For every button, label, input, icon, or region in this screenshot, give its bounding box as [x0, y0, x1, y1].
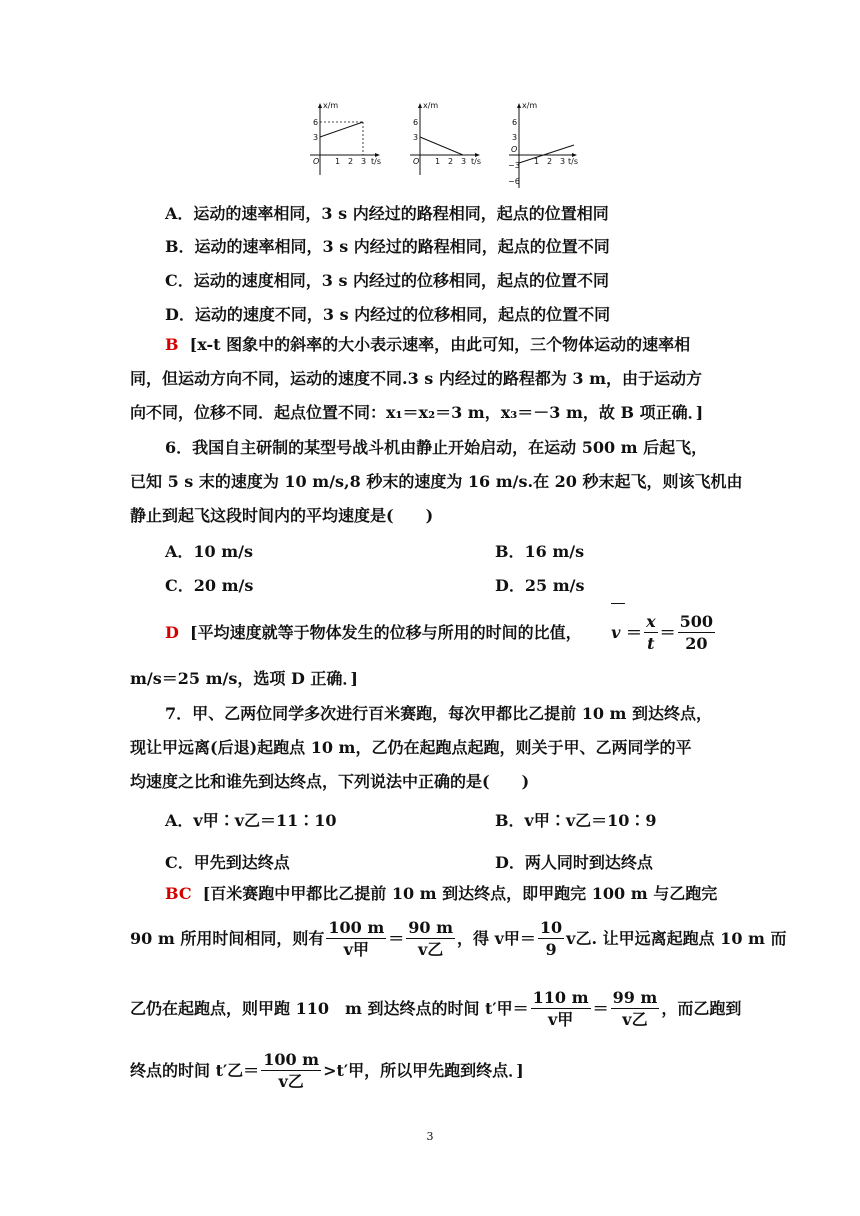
- q7-stem-line2: 现让甲远离(后退)起跑点 10 m，乙仍在起跑点起跑，则关于甲、乙两同学的平: [130, 738, 692, 757]
- q6-stem-line3: 静止到起飞这段时间内的平均速度是( ): [130, 506, 434, 525]
- q6-frac-500-over-20: $\frac{500}{20}$: [679, 612, 714, 653]
- graph-2-ytick-6: 6: [413, 118, 419, 127]
- q6-stem-line1: 6．我国自主研制的某型号战斗机由静止开始启动，在运动 500 m 后起飞，: [165, 438, 708, 457]
- q7-frac-100m-over-vjia: $\frac{100 m}{\text{v甲}}$: [328, 918, 385, 959]
- graph-1-ytick-3: 3: [313, 133, 319, 142]
- q6-option-b: B．16 m/s: [495, 542, 585, 561]
- graph-3: [502, 100, 582, 194]
- q7-option-b: B．v甲∶v乙＝10∶9: [495, 811, 657, 830]
- q7-explanation-line4: 终点的时间 t′乙＝ $\frac{100 m}{\text{v乙}}$ >t′甲，所以甲先跑到终点．]: [130, 1050, 524, 1091]
- graph-3-ytick-neg6: −6: [508, 177, 520, 186]
- q7-option-a: A．v甲∶v乙＝11∶10: [165, 811, 337, 830]
- q5-option-b: B．运动的速率相同，3 s 内经过的路程相同，起点的位置不同: [165, 237, 610, 256]
- q6-answer: D: [165, 623, 179, 642]
- graph-1: [305, 100, 385, 194]
- graph-3-xtick-1: 1: [534, 157, 540, 166]
- q7-option-c: C．甲先到达终点: [165, 853, 290, 872]
- graph-3-xtick-2: 2: [547, 157, 553, 166]
- graph-1-xlabel: t/s: [371, 157, 381, 166]
- graph-2-ylabel: x/m: [423, 101, 439, 110]
- q7-frac-110m-over-vjia: $\frac{110 m}{\text{v甲}}$: [532, 988, 589, 1029]
- q7-option-d: D．两人同时到达终点: [495, 853, 653, 872]
- q7-explanation-line1: [165, 883, 717, 905]
- graph-3-ytick-neg3: −3: [508, 161, 520, 170]
- graph-3-origin: O: [511, 145, 518, 154]
- graph-3-ytick-6: 6: [512, 118, 518, 127]
- q5-exp1: [x-t 图象中的斜率的大小表示速率，由此可知，三个物体运动的速率相: [189, 335, 691, 354]
- graph-1-xtick-3: 3: [361, 157, 367, 166]
- graph-1-xtick-1: 1: [335, 157, 341, 166]
- q7-exp1: [百米赛跑中甲都比乙提前 10 m 到达终点，即甲跑完 100 m 与乙跑完: [202, 884, 718, 903]
- graph-2-xtick-2: 2: [448, 157, 454, 166]
- q7-frac-100m-over-vyi: $\frac{100 m}{\text{v乙}}$: [263, 1050, 320, 1091]
- q6-exp1: [平均速度就等于物体发生的位移与所用的时间的比值，: [190, 623, 582, 642]
- q5-option-a: A．运动的速率相同，3 s 内经过的路程相同，起点的位置相同: [165, 204, 609, 223]
- q6-explanation-line1: [165, 612, 717, 655]
- q6-option-c: C．20 m/s: [165, 576, 254, 595]
- q6-option-d: D．25 m/s: [495, 576, 585, 595]
- q6-explanation-line2: m/s＝25 m/s，选项 D 正确．]: [130, 669, 358, 688]
- q7-frac-90m-over-vyi: $\frac{90 m}{\text{v乙}}$: [408, 918, 454, 959]
- graph-1-ytick-6: 6: [313, 118, 319, 127]
- page-number: 3: [426, 1130, 434, 1143]
- graph-1-ylabel: x/m: [323, 101, 339, 110]
- q7-frac-10-over-9: $\frac{10}{9}$: [539, 918, 563, 959]
- q7-explanation-line2: 90 m 所用时间相同，则有 $\frac{100 m}{\text{v甲}}$ ＝ $\frac{90 m}{\text{v乙}}$ ，得 v甲＝ $\frac{10}{9}$ v乙. 让甲远离起跑点 10 m 而: [130, 918, 787, 959]
- q6-frac-x-over-t: $\frac{x}{t}$: [646, 612, 656, 653]
- graph-1-origin: O: [313, 157, 320, 166]
- q5-explanation-line3: 向不同，位移不同．起点位置不同：x₁＝x₂＝3 m，x₃＝－3 m，故 B 项正确．]: [130, 403, 704, 422]
- graph-2-ytick-3: 3: [413, 133, 419, 142]
- q6-equals-2: ＝: [659, 623, 676, 642]
- graph-2-xtick-1: 1: [435, 157, 441, 166]
- q7-explanation-line3: 乙仍在起跑点，则甲跑 110 m 到达终点的时间 t′甲＝ $\frac{110 m}{\text{v甲}}$ ＝ $\frac{99 m}{\text{v乙}}$ ，而乙跑到: [130, 988, 742, 1029]
- graph-3-ytick-3: 3: [512, 133, 518, 142]
- q6-stem-line2: 已知 5 s 末的速度为 10 m/s,8 秒末的速度为 16 m/s.在 20 秒末起飞，则该飞机由: [130, 472, 743, 491]
- q5-option-d: D．运动的速度不同，3 s 内经过的位移相同，起点的位置不同: [165, 305, 611, 324]
- q6-option-a: A．10 m/s: [165, 542, 254, 561]
- q5-answer: B: [165, 335, 179, 354]
- q5-explanation-line1: [165, 334, 690, 356]
- q5-explanation-line2: 同，但运动方向不同，运动的速度不同.3 s 内经过的路程都为 3 m，由于运动方: [130, 369, 703, 388]
- q7-stem-line3: 均速度之比和谁先到达终点，下列说法中正确的是( ): [130, 772, 530, 791]
- q6-average-velocity-formula: [611, 612, 717, 655]
- graph-3-xtick-3: 3: [560, 157, 566, 166]
- graph-2: [405, 100, 485, 194]
- q7-frac-99m-over-vyi: $\frac{99 m}{\text{v乙}}$: [612, 988, 658, 1029]
- q7-answer: BC: [165, 884, 192, 903]
- graph-3-xlabel: t/s: [568, 157, 578, 166]
- graph-2-xtick-3: 3: [461, 157, 467, 166]
- q6-v-symbol: v: [611, 623, 621, 642]
- graph-2-xlabel: t/s: [471, 157, 481, 166]
- graph-2-origin: O: [413, 157, 420, 166]
- graph-1-xtick-2: 2: [348, 157, 354, 166]
- q6-equals-1: ＝: [626, 623, 643, 642]
- q7-stem-line1: 7．甲、乙两位同学多次进行百米赛跑，每次甲都比乙提前 10 m 到达终点，: [165, 704, 713, 723]
- graph-3-ylabel: x/m: [522, 101, 538, 110]
- q5-option-c: C．运动的速度相同，3 s 内经过的位移相同，起点的位置不同: [165, 271, 610, 290]
